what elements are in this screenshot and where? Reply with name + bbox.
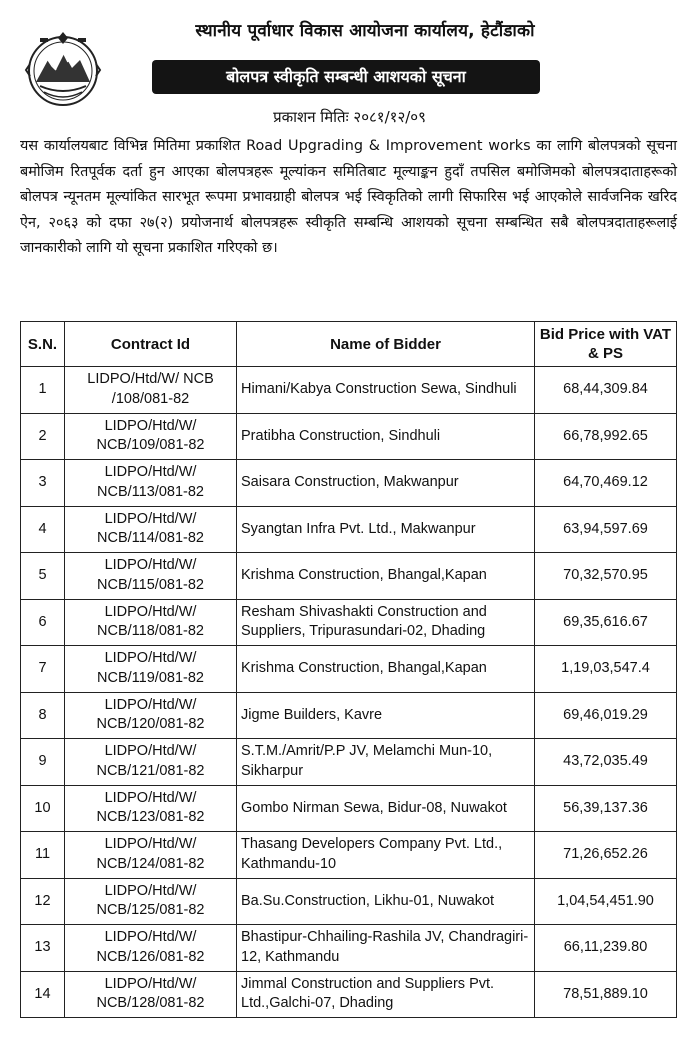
cell-contract-id: LIDPO/Htd/W/ NCB/126/081-82: [65, 925, 237, 972]
office-name: स्थानीय पूर्वाधार विकास आयोजना कार्यालय, हेटौंडाको: [195, 21, 535, 41]
cell-contract-id: LIDPO/Htd/W/ NCB/120/081-82: [65, 692, 237, 739]
cell-bidder: Saisara Construction, Makwanpur: [237, 460, 535, 507]
cell-sn: 6: [21, 599, 65, 646]
cell-sn: 4: [21, 506, 65, 553]
cell-sn: 5: [21, 553, 65, 600]
cell-sn: 12: [21, 878, 65, 925]
cell-sn: 3: [21, 460, 65, 507]
cell-price: 71,26,652.26: [535, 832, 677, 879]
nepal-emblem-icon: [22, 30, 104, 108]
table-row: [21, 460, 677, 507]
cell-contract-id: LIDPO/Htd/W/ NCB/124/081-82: [65, 832, 237, 879]
cell-sn: 7: [21, 646, 65, 693]
cell-contract-id: LIDPO/Htd/W/ NCB/119/081-82: [65, 646, 237, 693]
cell-sn: 2: [21, 413, 65, 460]
notice-title: बोलपत्र स्वीकृति सम्बन्धी आशयको सूचना: [152, 60, 540, 94]
cell-sn: 13: [21, 925, 65, 972]
cell-bidder: S.T.M./Amrit/P.P JV, Melamchi Mun-10, Sikharpur: [237, 739, 535, 786]
cell-contract-id: LIDPO/Htd/W/ NCB/114/081-82: [65, 506, 237, 553]
cell-price: 64,70,469.12: [535, 460, 677, 507]
cell-sn: 9: [21, 739, 65, 786]
table-row: [21, 646, 677, 693]
cell-contract-id: LIDPO/Htd/W/ NCB/113/081-82: [65, 460, 237, 507]
table-row: [21, 878, 677, 925]
publication-date: प्रकाशन मितिः २०८१/१२/०९: [273, 108, 426, 126]
cell-bidder: Thasang Developers Company Pvt. Ltd., Kathmandu-10: [237, 832, 535, 879]
cell-contract-id: LIDPO/Htd/W/ NCB/121/081-82: [65, 739, 237, 786]
cell-price: 1,04,54,451.90: [535, 878, 677, 925]
table-row: [21, 832, 677, 879]
cell-price: 66,11,239.80: [535, 925, 677, 972]
header-sn: S.N.: [21, 322, 65, 367]
table-row: [21, 925, 677, 972]
table-row: [21, 367, 677, 414]
cell-sn: 14: [21, 971, 65, 1018]
cell-price: 43,72,035.49: [535, 739, 677, 786]
table-row: [21, 739, 677, 786]
cell-contract-id: LIDPO/Htd/W/ NCB /108/081-82: [65, 367, 237, 414]
cell-sn: 10: [21, 785, 65, 832]
cell-bidder: Krishma Construction, Bhangal,Kapan: [237, 553, 535, 600]
notice-paragraph: यस कार्यालयबाट विभिन्न मितिमा प्रकाशित Road Upgrading & Improvement works का लागि बोलपत्रको सूचना बमोजिम रितपूर्वक दर्ता हुन आएका बोलपत्रहरू मूल्यांकन समितिबाट मूल्याङ्कन हुदाँ तपसिल बमोजिमको बोलपत्रदाताहरूको बोलपत्र न्यूनतम मूल्यांकित सारभूत रूपमा प्रभावग्राही बोलपत्र भई स्विकृतिको लागी सिफारिस भई आएकोले सार्वजनिक खरिद ऐन, २०६३ को दफा २७(२) प्रयोजनार्थ बोलपत्रहरू स्वीकृति सम्बन्धि आशयको सूचना सम्बन्धित सबै बोलपत्रदाताहरूलाई जानकारीको लागि यो सूचना प्रकाशित गरिएको छ।: [20, 138, 677, 257]
cell-sn: 8: [21, 692, 65, 739]
table-row: [21, 553, 677, 600]
table-row: [21, 599, 677, 646]
cell-bidder: Ba.Su.Construction, Likhu-01, Nuwakot: [237, 878, 535, 925]
cell-bidder: Krishma Construction, Bhangal,Kapan: [237, 646, 535, 693]
cell-price: 56,39,137.36: [535, 785, 677, 832]
table-row: [21, 413, 677, 460]
cell-bidder: Jigme Builders, Kavre: [237, 692, 535, 739]
cell-sn: 11: [21, 832, 65, 879]
table-header-row: [21, 322, 677, 367]
cell-contract-id: LIDPO/Htd/W/ NCB/115/081-82: [65, 553, 237, 600]
cell-bidder: Syangtan Infra Pvt. Ltd., Makwanpur: [237, 506, 535, 553]
cell-price: 66,78,992.65: [535, 413, 677, 460]
cell-price: 69,46,019.29: [535, 692, 677, 739]
cell-bidder: Gombo Nirman Sewa, Bidur-08, Nuwakot: [237, 785, 535, 832]
cell-contract-id: LIDPO/Htd/W/ NCB/109/081-82: [65, 413, 237, 460]
cell-contract-id: LIDPO/Htd/W/ NCB/118/081-82: [65, 599, 237, 646]
cell-price: 69,35,616.67: [535, 599, 677, 646]
cell-bidder: Resham Shivashakti Construction and Suppliers, Tripurasundari-02, Dhading: [237, 599, 535, 646]
table-row: [21, 506, 677, 553]
cell-contract-id: LIDPO/Htd/W/ NCB/125/081-82: [65, 878, 237, 925]
cell-price: 70,32,570.95: [535, 553, 677, 600]
table-row: [21, 971, 677, 1018]
cell-bidder: Himani/Kabya Construction Sewa, Sindhuli: [237, 367, 535, 414]
header-contract-id: Contract Id: [65, 322, 237, 367]
cell-price: 1,19,03,547.4: [535, 646, 677, 693]
cell-price: 68,44,309.84: [535, 367, 677, 414]
cell-bidder: Pratibha Construction, Sindhuli: [237, 413, 535, 460]
table-row: [21, 692, 677, 739]
cell-bidder: Bhastipur-Chhailing-Rashila JV, Chandragiri-12, Kathmandu: [237, 925, 535, 972]
table-row: [21, 785, 677, 832]
header-bidder: Name of Bidder: [237, 322, 535, 367]
cell-price: 78,51,889.10: [535, 971, 677, 1018]
cell-bidder: Jimmal Construction and Suppliers Pvt. Ltd.,Galchi-07, Dhading: [237, 971, 535, 1018]
bid-table: [20, 321, 677, 1018]
header-price: Bid Price with VAT & PS: [535, 322, 677, 367]
cell-sn: 1: [21, 367, 65, 414]
cell-price: 63,94,597.69: [535, 506, 677, 553]
cell-contract-id: LIDPO/Htd/W/ NCB/128/081-82: [65, 971, 237, 1018]
cell-contract-id: LIDPO/Htd/W/ NCB/123/081-82: [65, 785, 237, 832]
